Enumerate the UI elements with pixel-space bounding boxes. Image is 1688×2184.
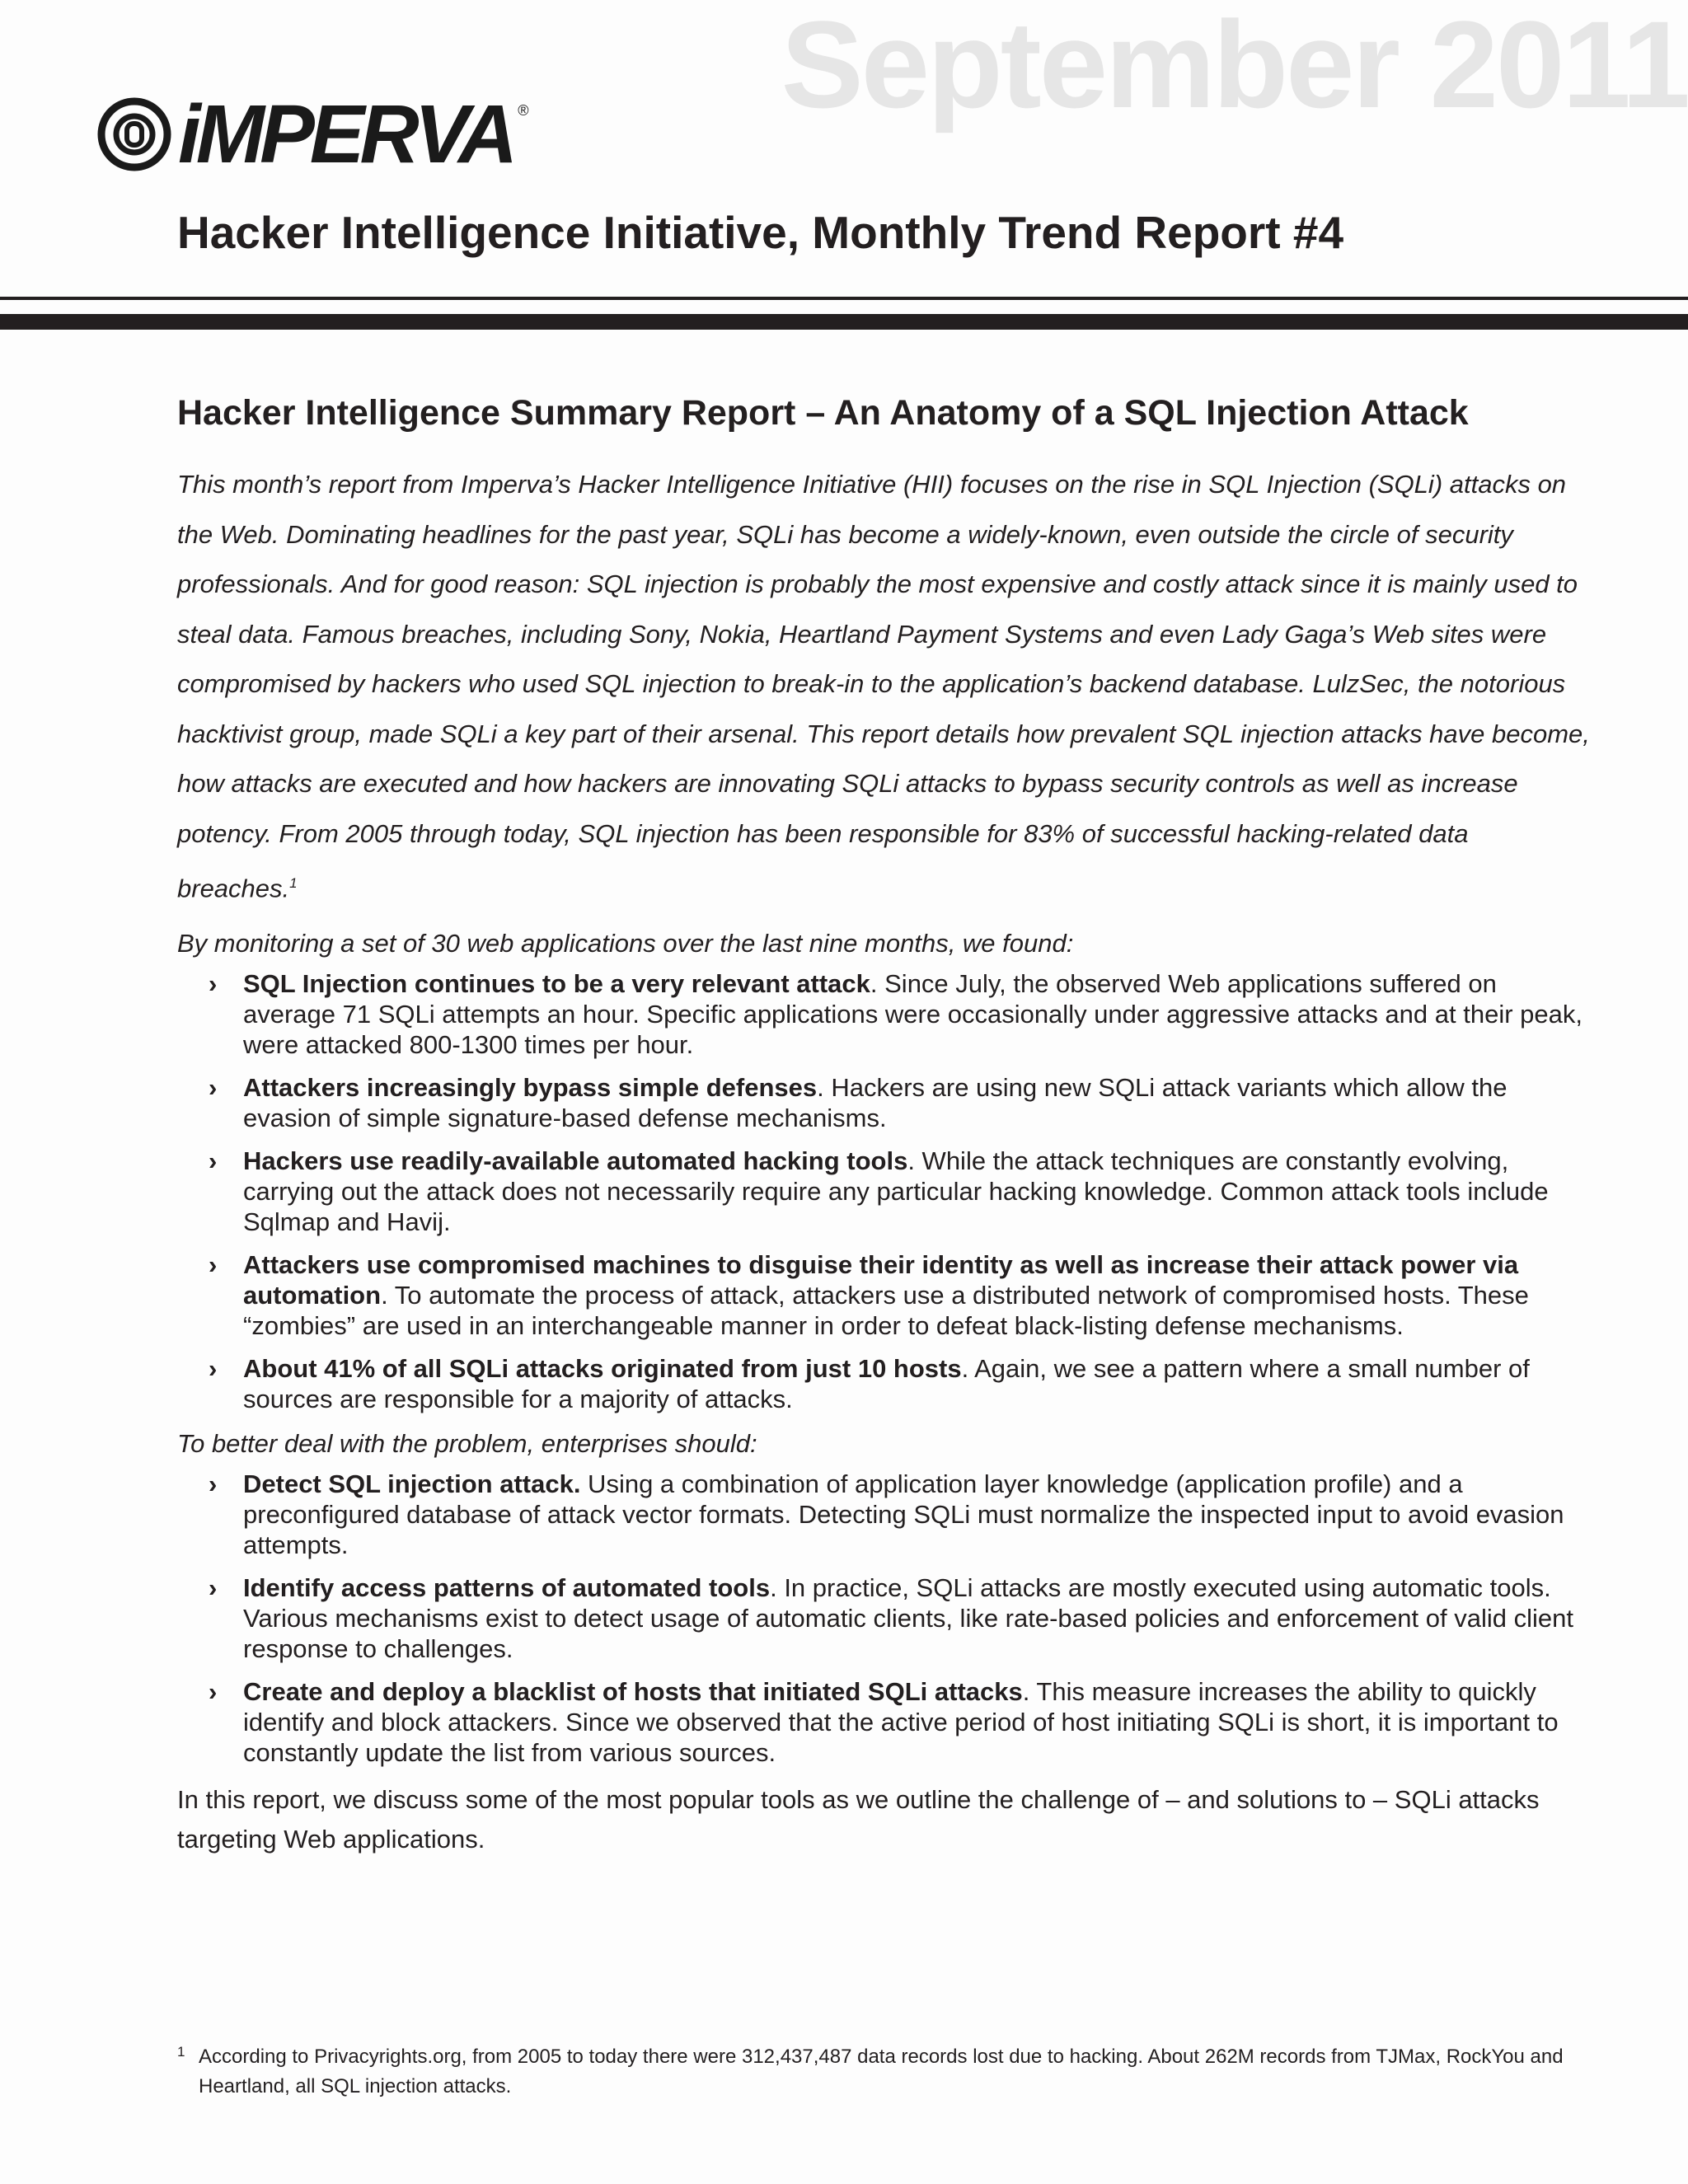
chevron-icon: › [209,1572,218,1602]
findings-lead: By monitoring a set of 30 web applications over the last nine months, we found: [177,928,1074,958]
imperva-logo [97,88,600,180]
intro-text: This month’s report from Imperva’s Hacker Intelligence Initiative (HII) focuses on the rise in SQL Injection (SQLi) attacks on the Web. Dominating headlines for the past year, SQLi has become a widely-known, even outside the circle of security professionals. And for good reason: SQL injection is probably the most expensive and costly attack since it is mainly used to steal data. Famous breaches, including Sony, Nokia, Heartland Payment Systems and even Lady Gaga’s Web sites were compromised by hackers who used SQL injection to break-in to the application’s backend database. LulzSec, the notorious hacktivist group, made SQLi a key part of their arsenal. This report details how prevalent SQL injection attacks have become, how attacks are executed and how hackers are innovating SQLi attacks to bypass security controls as well as increase potency. From 2005 through today, SQL injection has been responsible for 83% of successful hacking-related data breaches. [177,470,1590,903]
logo-mark-icon [97,97,171,171]
findings-list [177,968,1591,1414]
main-content [177,387,1591,1859]
list-item [209,1146,1591,1237]
chevron-icon: › [209,1072,218,1102]
logo-wordmark: iMPERVA [178,88,513,180]
report-title: Hacker Intelligence Initiative, Monthly Trend Report #4 [177,207,1344,258]
chevron-icon: › [209,1249,218,1279]
item-heading: Identify access patterns of automated tools [243,1572,771,1602]
header-divider-thin [0,297,1688,300]
item-text: . This measure increases the ability to quickly identify and block attackers. Since we observed that the active period of host initiating SQLi is short, it is important to constantly update the list from various sources. [243,1676,1559,1767]
item-text: . In practice, SQLi attacks are mostly executed using automatic tools. Various mechanisms exist to detect usage of automatic clients, like rate-based policies and enforcement of valid client response to challenges. [243,1572,1573,1663]
item-text: . Since July, the observed Web applications suffered on average 71 SQLi attempts an hour. Specific applications were occasionally under aggressive attacks and at their peak, were attacked 800-1300 times per hour. [243,968,1582,1059]
section-title: Hacker Intelligence Summary Report – An Anatomy of a SQL Injection Attack [177,393,1469,433]
footnote [177,2042,1591,2102]
registered-mark: ® [518,102,529,119]
list-item [209,1469,1591,1560]
chevron-icon: › [209,968,218,998]
chevron-icon: › [209,1146,218,1175]
intro-paragraph [177,460,1591,914]
item-text: . Hackers are using new SQLi attack variants which allow the evasion of simple signature-based defense mechanisms. [243,1072,1507,1132]
date-watermark: September 2011 [781,0,1688,134]
chevron-icon: › [209,1469,218,1498]
chevron-icon: › [209,1676,218,1706]
list-item [209,1072,1591,1133]
item-heading: Attackers increasingly bypass simple defenses [243,1072,818,1102]
item-heading: Attackers use compromised machines to disguise their identity as well as increase their attack power via automation [243,1249,1519,1310]
footnote-reference: 1 [289,875,298,891]
footnote-mark: 1 [177,2044,185,2060]
list-item [209,968,1591,1060]
closing-paragraph: In this report, we discuss some of the most popular tools as we outline the challenge of – and solutions to – SQLi attacks targeting Web applications. [177,1784,1540,1854]
item-heading: Detect SQL injection attack. [243,1469,581,1498]
item-text: . To automate the process of attack, attackers use a distributed network of compromised hosts. These “zombies” are used in an interchangeable manner in order to defeat black-listing defense mechanisms. [243,1280,1529,1340]
item-heading: Create and deploy a blacklist of hosts that initiated SQLi attacks [243,1676,1023,1706]
chevron-icon: › [209,1353,218,1383]
item-text: . While the attack techniques are constantly evolving, carrying out the attack does not necessarily require any particular hacking knowledge. Common attack tools include Sqlmap and Havij. [243,1146,1549,1236]
item-heading: About 41% of all SQLi attacks originated from just 10 hosts [243,1353,962,1383]
list-item [209,1249,1591,1341]
recommendations-lead: To better deal with the problem, enterprises should: [177,1428,757,1458]
list-item [209,1676,1591,1768]
item-text: . Again, we see a pattern where a small number of sources are responsible for a majority of attacks. [243,1353,1530,1413]
recommendations-list [177,1469,1591,1768]
footnote-text: According to Privacyrights.org, from 2005 to today there were 312,437,487 data records lost due to hacking. About 262M records from TJMax, RockYou and Heartland, all SQL injection attacks. [199,2046,1564,2097]
header-divider-thick [0,314,1688,330]
item-text: Using a combination of application layer knowledge (application profile) and a preconfigured database of attack vector formats. Detecting SQLi must normalize the inspected input to avoid evasion attempts. [243,1469,1564,1559]
item-heading: SQL Injection continues to be a very relevant attack [243,968,870,998]
list-item [209,1572,1591,1664]
list-item [209,1353,1591,1414]
item-heading: Hackers use readily-available automated hacking tools [243,1146,908,1175]
